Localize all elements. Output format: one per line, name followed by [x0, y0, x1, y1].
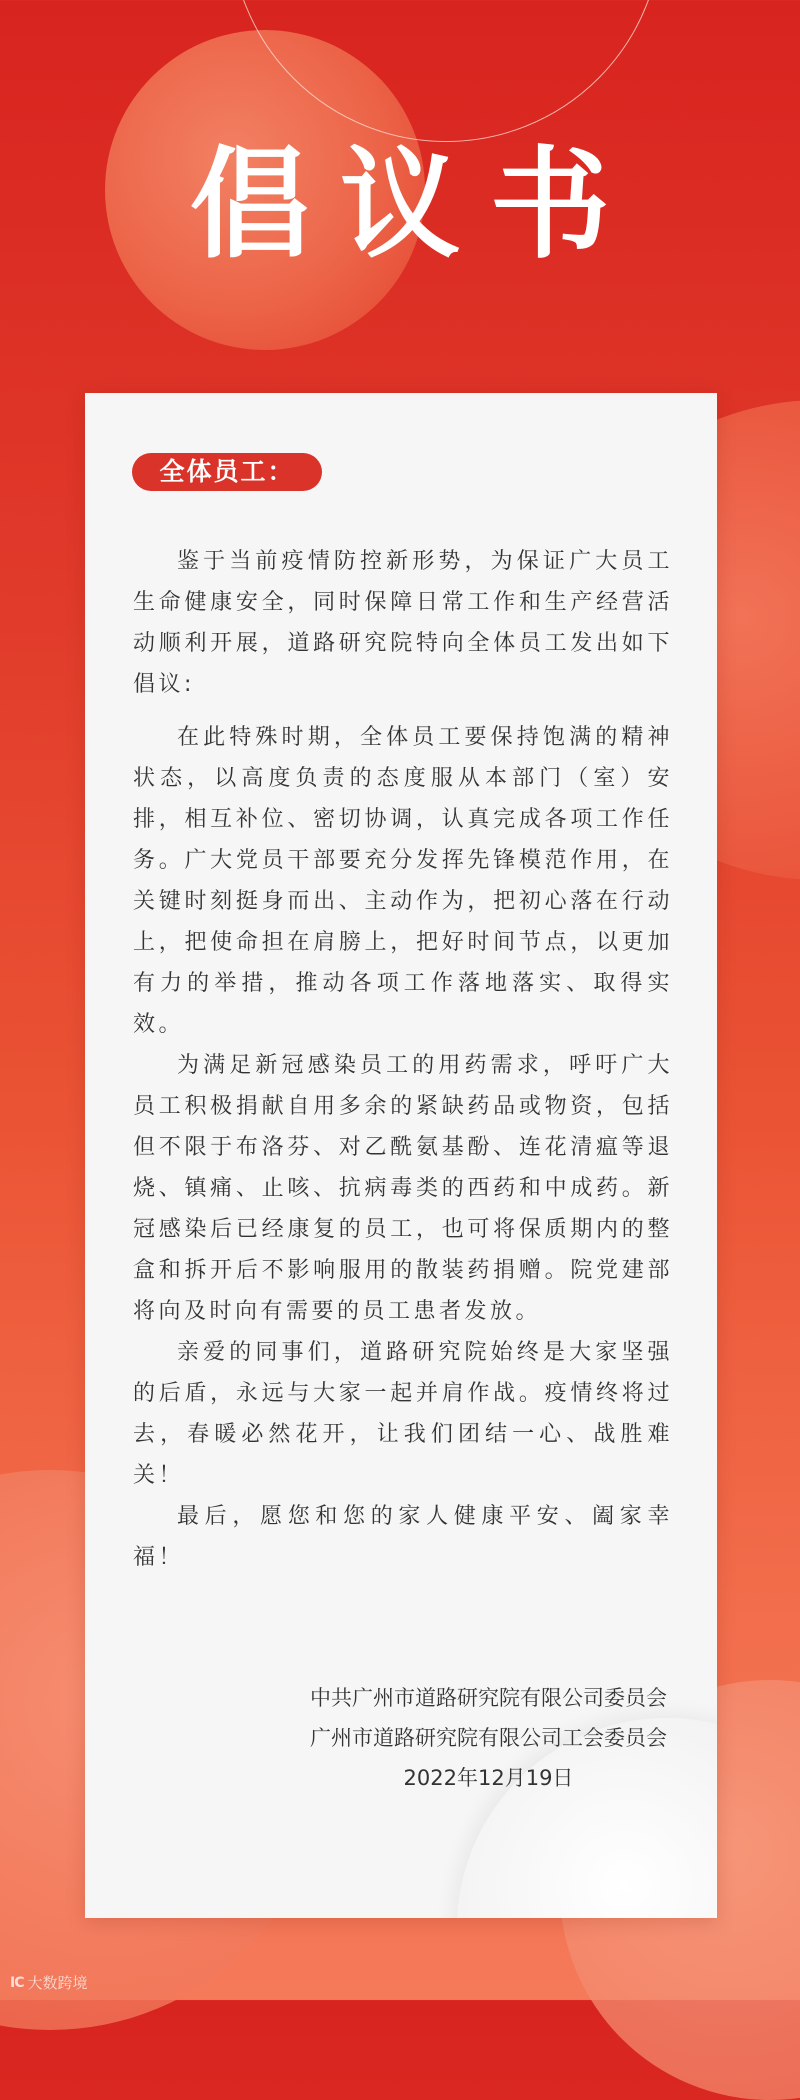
signature-org-union: 广州市道路研究院有限公司工会委员会: [310, 1726, 667, 1750]
watermark: [10, 1972, 88, 1993]
salutation-badge: 全体员工：: [132, 453, 322, 491]
signature-block: [310, 1678, 667, 1798]
paragraph-intro: 鉴于当前疫情防控新形势，为保证广大员工生命健康安全，同时保障日常工作和生产经营活动顺利开展，道路研究院特向全体员工发出如下倡议:: [133, 549, 673, 697]
paragraph-spirit: 在此特殊时期，全体员工要保持饱满的精神状态，以高度负责的态度服从本部门（室）安排，相互补位、密切协调，认真完成各项工作任务。广大党员干部要充分发挥先锋模范作用，在关键时刻挺身而出、主动作为，把初心落在行动上，把使命担在肩膀上，把好时间节点，以更加有力的举措，推动各项工作落地落实、取得实效。: [133, 725, 673, 1037]
paragraph-colleagues: 亲爱的同事们，道路研究院始终是大家坚强的后盾，永远与大家一起并肩作战。疫情终将过去，春暖必然花开，让我们团结一心、战胜难关！: [133, 1340, 673, 1488]
watermark-text: 大数跨境: [27, 1974, 88, 1992]
paragraph-medicine: 为满足新冠感染员工的用药需求，呼吁广大员工积极捐献自用多余的紧缺药品或物资，包括但不限于布洛芬、对乙酰氨基酚、连花清瘟等退烧、镇痛、止咳、抗病毒类的西药和中成药。新冠感染后已经康复的员工，也可将保质期内的整盒和拆开后不影响服用的散装药捐赠。院党建部将向及时向有需要的员工患者发放。: [133, 1053, 673, 1324]
content-card: [85, 393, 717, 1918]
signature-date: 2022年12月19日: [403, 1766, 574, 1790]
signature-org-party: 中共广州市道路研究院有限公司委员会: [310, 1686, 667, 1710]
letter-body: [133, 541, 673, 1578]
watermark-logo: IC: [10, 1974, 24, 1991]
paragraph-closing: 最后，愿您和您的家人健康平安、阖家幸福！: [133, 1504, 673, 1570]
page-title: 倡议书: [190, 134, 640, 275]
